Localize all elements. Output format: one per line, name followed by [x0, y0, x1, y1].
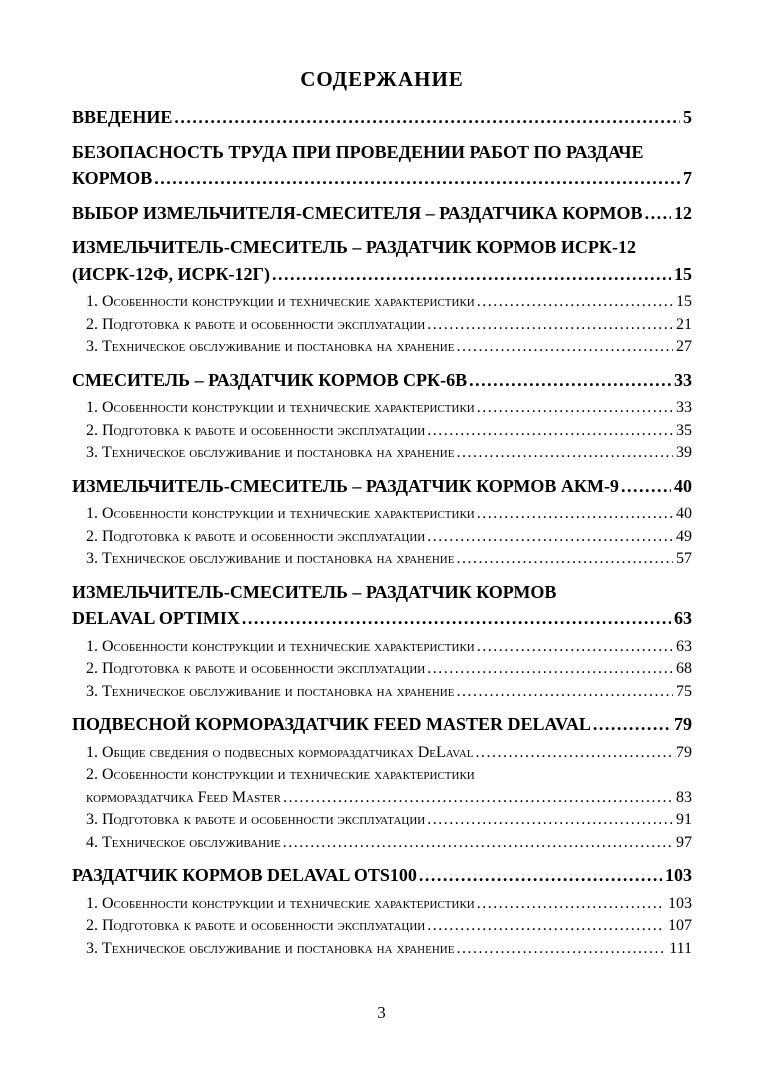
toc-entry-line: [72, 579, 692, 606]
toc-entry-line: [86, 503, 692, 526]
toc-entry-page: 68: [676, 660, 692, 677]
toc-entry-line: [72, 862, 692, 889]
toc-entry-section: [72, 764, 692, 809]
document-page: [72, 64, 692, 960]
toc-entry-page: 40: [676, 505, 692, 522]
dot-leader: [593, 711, 671, 738]
toc-entry-line: [72, 234, 692, 261]
dot-leader: [427, 809, 673, 832]
dot-leader: [174, 104, 680, 131]
toc-entry-text: 1. Особенности конструкции и технические характеристики: [86, 894, 475, 912]
toc-entry-text: 3. Техническое обслуживание и постановка на хранение: [86, 444, 455, 461]
toc-entry-section: [72, 636, 692, 659]
toc-entry-section: [72, 503, 692, 526]
toc-entry-line: [86, 442, 692, 465]
toc-entry-line: [86, 742, 692, 765]
toc-entry-section: [72, 915, 692, 938]
toc-entry-chapter: [72, 579, 692, 632]
toc-entry-chapter: [72, 473, 692, 500]
toc-entry-line: [86, 764, 692, 787]
toc-entry-line: [72, 139, 692, 166]
toc-entry-line: [86, 548, 692, 571]
toc-entry-page: 83: [676, 788, 692, 806]
table-of-contents: [72, 104, 692, 960]
toc-entry-page: 39: [676, 444, 692, 461]
toc-entry-section: [72, 336, 692, 359]
dot-leader: [456, 681, 673, 704]
dot-leader: [154, 165, 680, 192]
toc-entry-text: ВВЕДЕНИЕ: [72, 107, 173, 127]
toc-entry-text: 2. Подготовка к работе и особенности эксплуатации: [86, 917, 426, 934]
toc-entry-page: 63: [676, 637, 692, 655]
toc-entry-page: 15: [674, 263, 692, 284]
toc-entry-section: [72, 938, 692, 961]
toc-entry-page: 79: [674, 714, 692, 734]
toc-entry-section: [72, 832, 692, 855]
toc-entry-section: [72, 681, 692, 704]
toc-entry-text: 3. Техническое обслуживание и постановка на хранение: [86, 338, 455, 355]
toc-entry-text: БЕЗОПАСНОСТЬ ТРУДА ПРИ ПРОВЕДЕНИИ РАБОТ ПО РАЗДАЧЕ: [72, 141, 644, 162]
toc-entry-line: [86, 915, 692, 938]
dot-leader: [475, 742, 673, 765]
toc-entry-page: 57: [676, 550, 692, 567]
dot-leader: [283, 832, 673, 855]
dot-leader: [477, 636, 673, 659]
toc-entry-text: ПОДВЕСНОЙ КОРМОРАЗДАТЧИК FEED MASTER DELAVAL: [72, 714, 591, 734]
toc-entry-line: [72, 367, 692, 394]
toc-entry-page: 40: [674, 475, 692, 496]
toc-entry-section: [72, 442, 692, 465]
toc-entry-chapter: [72, 234, 692, 287]
toc-entry-page: 33: [674, 369, 692, 390]
dot-leader: [477, 291, 673, 314]
dot-leader: [272, 261, 671, 288]
toc-entry-text: СМЕСИТЕЛЬ – РАЗДАТЧИК КОРМОВ СРК-6В: [72, 369, 468, 390]
toc-entry-line: [86, 658, 692, 681]
toc-entry-text: 1. Особенности конструкции и технические характеристики: [86, 293, 475, 310]
toc-entry-text: 2. Особенности конструкции и технические характеристики: [86, 766, 475, 783]
page-number: 3: [377, 1003, 386, 1022]
toc-entry-line: [86, 832, 692, 855]
toc-entry-text: 3. Техническое обслуживание и постановка на хранение: [86, 939, 455, 957]
toc-entry-page: 103: [665, 865, 692, 885]
dot-leader: [477, 397, 673, 420]
toc-entry-chapter: [72, 104, 692, 131]
toc-entry-line: [72, 165, 692, 192]
toc-entry-text: 1. Особенности конструкции и технические характеристики: [86, 505, 475, 522]
toc-entry-line: [72, 473, 692, 500]
toc-entry-text: 1. Особенности конструкции и технические характеристики: [86, 399, 475, 416]
toc-entry-section: [72, 291, 692, 314]
toc-entry-chapter: [72, 200, 692, 227]
dot-leader: [456, 442, 673, 465]
toc-entry-text: КОРМОВ: [72, 168, 153, 188]
toc-entry-text: (ИСРК-12Ф, ИСРК-12Г): [72, 263, 270, 284]
toc-entry-text: ИЗМЕЛЬЧИТЕЛЬ-СМЕСИТЕЛЬ – РАЗДАТЧИК КОРМОВ АКМ-9: [72, 475, 619, 496]
toc-entry-chapter: [72, 862, 692, 889]
dot-leader: [477, 893, 665, 916]
toc-entry-text: 3. Техническое обслуживание и постановка на хранение: [86, 682, 455, 700]
toc-entry-text: РАЗДАТЧИК КОРМОВ DELAVAL OTS100: [72, 865, 417, 885]
toc-entry-line: [86, 809, 692, 832]
toc-entry-page: 7: [683, 168, 692, 188]
toc-entry-line: [86, 526, 692, 549]
toc-entry-page: 27: [676, 338, 692, 355]
dot-leader: [427, 915, 665, 938]
toc-entry-line: [86, 787, 692, 810]
toc-entry-text: ИЗМЕЛЬЧИТЕЛЬ-СМЕСИТЕЛЬ – РАЗДАТЧИК КОРМОВ: [72, 581, 557, 602]
toc-entry-section: [72, 809, 692, 832]
toc-entry-section: [72, 893, 692, 916]
toc-entry-text: 3. Техническое обслуживание и постановка на хранение: [86, 550, 455, 567]
toc-entry-page: 79: [676, 743, 692, 761]
toc-entry-section: [72, 420, 692, 443]
dot-leader: [283, 787, 673, 810]
dot-leader: [419, 862, 662, 889]
toc-entry-text: ВЫБОР ИЗМЕЛЬЧИТЕЛЯ-СМЕСИТЕЛЯ – РАЗДАТЧИКА КОРМОВ: [72, 202, 643, 223]
toc-entry-line: [72, 711, 692, 738]
toc-entry-line: [86, 420, 692, 443]
toc-entry-page: 33: [676, 399, 692, 416]
toc-entry-page: 107: [668, 917, 692, 934]
toc-entry-section: [72, 548, 692, 571]
toc-entry-text: 2. Подготовка к работе и особенности эксплуатации: [86, 315, 426, 333]
toc-entry-text: 2. Подготовка к работе и особенности эксплуатации: [86, 421, 426, 439]
toc-entry-text: 2. Подготовка к работе и особенности эксплуатации: [86, 527, 426, 545]
page-title: СОДЕРЖАНИЕ: [300, 67, 464, 91]
toc-entry-page: 12: [674, 202, 692, 223]
toc-entry-line: [86, 291, 692, 314]
toc-entry-text: кормораздатчика Feed Master: [86, 788, 281, 806]
toc-entry-chapter: [72, 139, 692, 192]
toc-entry-page: 21: [676, 315, 692, 333]
toc-entry-section: [72, 742, 692, 765]
toc-entry-text: 3. Подготовка к работе и особенности эксплуатации: [86, 811, 426, 828]
dot-leader: [645, 200, 671, 227]
toc-entry-page: 75: [676, 682, 692, 700]
toc-entry-section: [72, 658, 692, 681]
dot-leader: [456, 336, 673, 359]
dot-leader: [621, 473, 671, 500]
toc-entry-text: ИЗМЕЛЬЧИТЕЛЬ-СМЕСИТЕЛЬ – РАЗДАТЧИК КОРМОВ ИСРК-12: [72, 237, 636, 257]
toc-entry-text: 4. Техническое обслуживание: [86, 833, 281, 851]
dot-leader: [469, 367, 671, 394]
toc-entry-text: DELAVAL OPTIMIX: [72, 608, 240, 628]
toc-entry-page: 35: [676, 421, 692, 439]
toc-entry-line: [72, 200, 692, 227]
toc-entry-line: [72, 261, 692, 288]
toc-entry-page: 111: [669, 939, 692, 957]
toc-entry-line: [86, 938, 692, 961]
toc-entry-page: 103: [668, 894, 692, 912]
dot-leader: [427, 314, 673, 337]
toc-entry-page: 63: [674, 608, 692, 628]
toc-entry-chapter: [72, 367, 692, 394]
toc-entry-page: 15: [676, 293, 692, 310]
toc-entry-line: [86, 893, 692, 916]
toc-entry-text: 1. Общие сведения о подвесных кормораздатчиках DeLaval: [86, 743, 474, 761]
toc-entry-line: [86, 397, 692, 420]
toc-entry-line: [86, 636, 692, 659]
toc-entry-section: [72, 397, 692, 420]
dot-leader: [427, 658, 673, 681]
toc-entry-section: [72, 314, 692, 337]
toc-entry-line: [86, 681, 692, 704]
toc-entry-page: 5: [683, 107, 692, 127]
dot-leader: [456, 938, 666, 961]
toc-entry-chapter: [72, 711, 692, 738]
dot-leader: [477, 503, 673, 526]
toc-entry-page: 91: [676, 811, 692, 828]
toc-entry-line: [72, 104, 692, 131]
toc-entry-line: [86, 314, 692, 337]
dot-leader: [427, 420, 673, 443]
dot-leader: [242, 605, 671, 632]
toc-entry-line: [86, 336, 692, 359]
toc-entry-section: [72, 526, 692, 549]
dot-leader: [456, 548, 673, 571]
toc-entry-page: 97: [676, 833, 692, 851]
dot-leader: [427, 526, 673, 549]
toc-entry-page: 49: [676, 527, 692, 545]
toc-entry-text: 1. Особенности конструкции и технические характеристики: [86, 637, 475, 655]
toc-entry-text: 2. Подготовка к работе и особенности эксплуатации: [86, 660, 426, 677]
toc-entry-line: [72, 605, 692, 632]
